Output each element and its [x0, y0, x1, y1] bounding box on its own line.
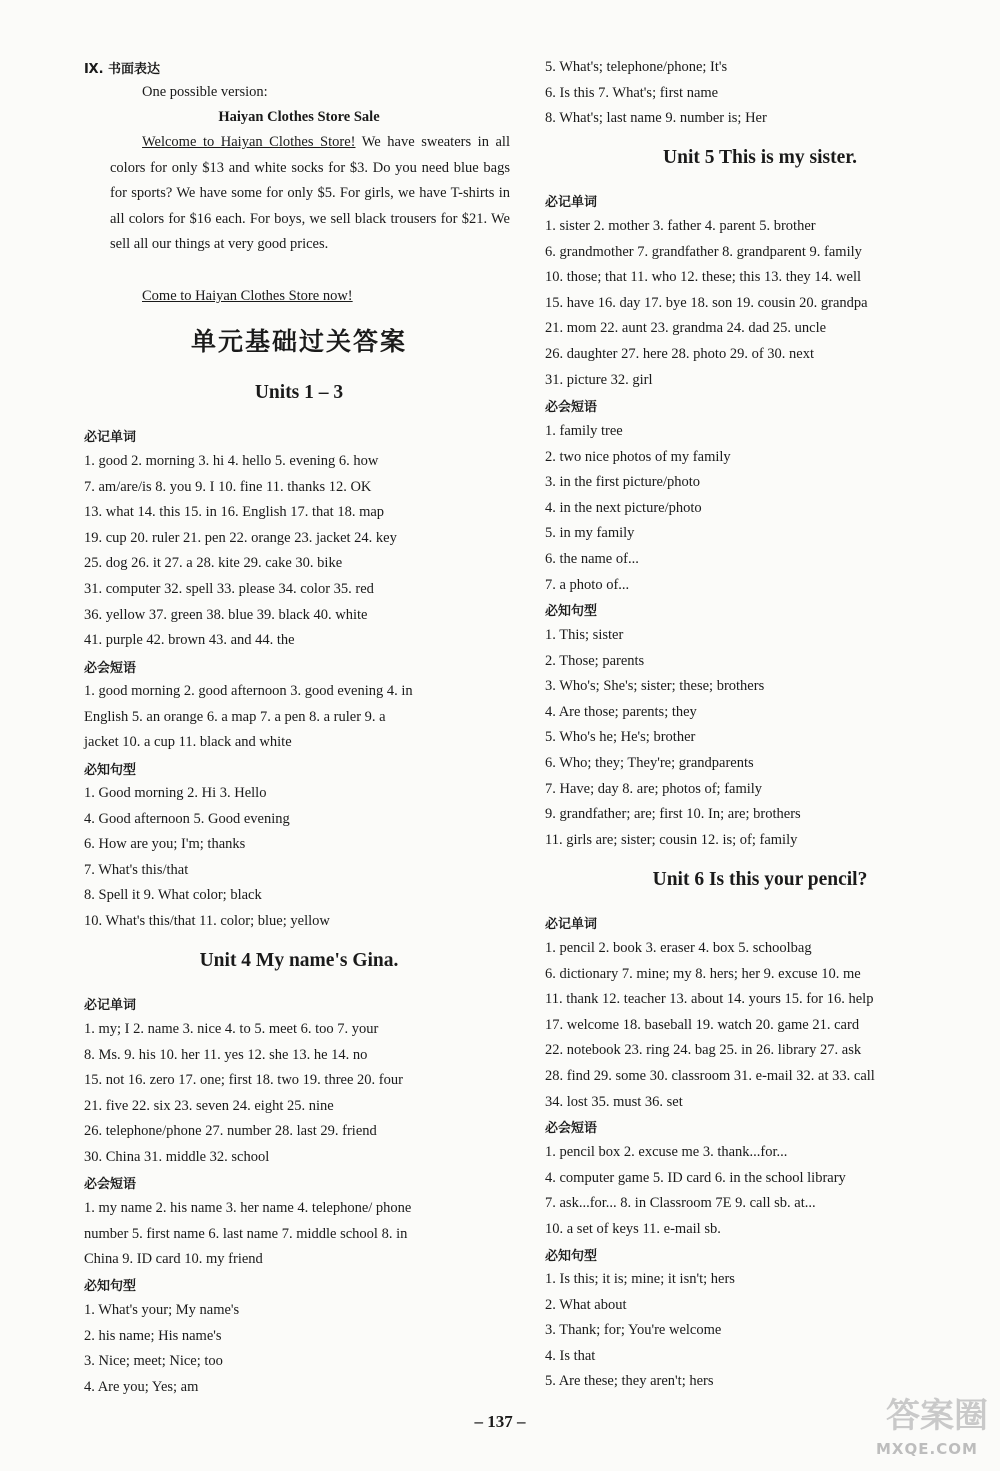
answer-line: 25. dog 26. it 27. a 28. kite 29. cake 30. bike	[84, 555, 343, 572]
answer-line: 21. mom 22. aunt 23. grandma 24. dad 25. uncle	[545, 320, 827, 337]
answer-line: 4. in the next picture/photo	[545, 499, 702, 516]
essay-closing: Come to Haiyan Clothes Store now!	[142, 288, 353, 304]
answer-line: 15. have 16. day 17. bye 18. son 19. cousin 20. grandpa	[545, 294, 868, 311]
answer-line: 19. cup 20. ruler 21. pen 22. orange 23. jacket 24. key	[84, 529, 397, 546]
answer-line: 1. good 2. morning 3. hi 4. hello 5. evening 6. how	[84, 453, 379, 469]
section-label: 必知句型	[84, 763, 137, 778]
answer-line: 13. what 14. this 15. in 16. English 17. that 18. map	[84, 504, 385, 521]
answer-line: 6. Is this 7. What's; first name	[545, 84, 719, 101]
possible-version-label: One possible version:	[142, 84, 268, 100]
answer-line: 4. Is that	[545, 1347, 596, 1364]
answer-line: 21. five 22. six 23. seven 24. eight 25. nine	[84, 1097, 334, 1114]
answer-line: 1. What's your; My name's	[84, 1302, 240, 1318]
answer-line: 36. yellow 37. green 38. blue 39. black 40. white	[84, 606, 368, 623]
site-watermark-logo	[876, 1388, 996, 1468]
essay-paragraph	[110, 130, 510, 258]
unit-title: Units 1 – 3	[254, 382, 344, 403]
answer-line: 1. pencil 2. book 3. eraser 4. box 5. schoolbag	[545, 940, 812, 956]
answer-line: 8. Ms. 9. his 10. her 11. yes 12. she 13. he 14. no	[84, 1046, 368, 1063]
answer-line: 6. How are you; I'm; thanks	[84, 836, 246, 853]
answer-line: 1. sister 2. mother 3. father 4. parent 5. brother	[545, 218, 816, 234]
answer-line: 6. dictionary 7. mine; my 8. hers; her 9. excuse 10. me	[545, 965, 861, 982]
writing-heading: Ⅸ. 书面表达	[84, 62, 161, 77]
essay-title: Haiyan Clothes Store Sale	[218, 109, 380, 125]
answer-line: 7. Have; day 8. are; photos of; family	[545, 780, 763, 797]
answer-line: 28. find 29. some 30. classroom 31. e-mail 32. at 33. call	[545, 1068, 875, 1084]
section-main-title: 单元基础过关答案	[190, 327, 407, 356]
answer-line: 1. Is this; it is; mine; it isn't; hers	[545, 1271, 735, 1287]
answer-line: 4. Are you; Yes; am	[84, 1378, 199, 1395]
answer-line: 5. Who's he; He's; brother	[545, 729, 696, 746]
answer-line: 6. the name of...	[545, 551, 639, 567]
section-label: 必会短语	[84, 1177, 137, 1192]
answer-line: English 5. an orange 6. a map 7. a pen 8. a ruler 9. a	[84, 708, 386, 725]
answer-line: 5. Are these; they aren't; hers	[545, 1373, 714, 1390]
answer-line: jacket 10. a cup 11. black and white	[84, 734, 292, 751]
unit-title: Unit 6 Is this your pencil?	[652, 869, 868, 890]
answer-line: 31. computer 32. spell 33. please 34. color 35. red	[84, 581, 374, 597]
section-label: 必知句型	[545, 604, 598, 619]
answer-line: 26. daughter 27. here 28. photo 29. of 30. next	[545, 346, 815, 362]
section-label: 必记单词	[545, 195, 598, 210]
answer-line: 1. pencil box 2. excuse me 3. thank...for...	[545, 1144, 788, 1160]
section-label: 必记单词	[545, 917, 598, 932]
answer-line: 5. What's; telephone/phone; It's	[545, 59, 728, 75]
section-label: 必会短语	[84, 661, 137, 676]
watermark-logo-text: 答案圈	[886, 1396, 988, 1436]
section-label: 必记单词	[84, 430, 137, 445]
answer-line: 6. Who; they; They're; grandparents	[545, 755, 754, 771]
watermark-url-text: MXQE.COM	[876, 1440, 978, 1458]
answer-line: 41. purple 42. brown 43. and 44. the	[84, 632, 295, 649]
section-label: 必记单词	[84, 998, 137, 1013]
answer-line: 2. Those; parents	[545, 652, 645, 669]
answer-line: 4. Good afternoon 5. Good evening	[84, 810, 290, 827]
answer-line: 31. picture 32. girl	[545, 371, 653, 388]
answer-line: 8. What's; last name 9. number is; Her	[545, 110, 767, 127]
answer-line: 3. Who's; She's; sister; these; brothers	[545, 678, 765, 695]
answer-line: 3. in the first picture/photo	[545, 474, 701, 491]
answer-line: 1. my name 2. his name 3. her name 4. telephone/ phone	[84, 1200, 412, 1216]
answer-line: 10. a set of keys 11. e-mail sb.	[545, 1220, 721, 1237]
unit-title: Unit 5 This is my sister.	[663, 147, 857, 168]
answer-line: 7. am/are/is 8. you 9. I 10. fine 11. thanks 12. OK	[84, 478, 372, 495]
section-label: 必会短语	[545, 400, 598, 415]
answer-line: 11. thank 12. teacher 13. about 14. yours 15. for 16. help	[545, 991, 874, 1008]
answer-line: 2. his name; His name's	[84, 1327, 222, 1344]
essay-lead-sentence: Welcome to Haiyan Clothes Store!	[142, 134, 356, 150]
section-label: 必知句型	[84, 1279, 137, 1294]
answer-line: 22. notebook 23. ring 24. bag 25. in 26. library 27. ask	[545, 1042, 862, 1059]
answer-line: 2. two nice photos of my family	[545, 448, 731, 465]
answer-line: number 5. first name 6. last name 7. middle school 8. in	[84, 1225, 408, 1242]
answer-line: 1. This; sister	[545, 627, 624, 643]
essay-body: We have sweaters in all colors for only $13 and white socks for $3. Do you need blue bags for sports? We have some for only $5. For girls, we have T-shirts in all colors for $16 each. For boys, we sell black trousers for $21. We sell all our things at very good prices.	[110, 134, 510, 253]
answer-line: China 9. ID card 10. my friend	[84, 1251, 263, 1268]
answer-line: 8. Spell it 9. What color; black	[84, 887, 262, 904]
answer-line: 17. welcome 18. baseball 19. watch 20. game 21. card	[545, 1016, 860, 1033]
section-label: 必知句型	[545, 1249, 598, 1264]
answer-line: 6. grandmother 7. grandfather 8. grandparent 9. family	[545, 243, 862, 260]
answer-line: 1. good morning 2. good afternoon 3. good evening 4. in	[84, 683, 413, 699]
answer-line: 34. lost 35. must 36. set	[545, 1093, 683, 1110]
answer-line: 26. telephone/phone 27. number 28. last 29. friend	[84, 1123, 377, 1140]
answer-line: 15. not 16. zero 17. one; first 18. two 19. three 20. four	[84, 1072, 403, 1089]
unit-title: Unit 4 My name's Gina.	[199, 950, 399, 971]
answer-line: 3. Thank; for; You're welcome	[545, 1322, 722, 1339]
answer-line: 7. What's this/that	[84, 861, 189, 878]
answer-line: 1. family tree	[545, 423, 623, 439]
answer-line: 4. Are those; parents; they	[545, 703, 697, 720]
answer-line: 10. those; that 11. who 12. these; this 13. they 14. well	[545, 269, 862, 286]
answer-line: 7. ask...for... 8. in Classroom 7E 9. call sb. at...	[545, 1195, 816, 1212]
answer-line: 9. grandfather; are; first 10. In; are; brothers	[545, 806, 801, 823]
answer-line: 2. What about	[545, 1296, 627, 1313]
answer-line: 3. Nice; meet; Nice; too	[84, 1353, 223, 1370]
answer-line: 10. What's this/that 11. color; blue; yellow	[84, 913, 330, 929]
answer-line: 11. girls are; sister; cousin 12. is; of; family	[545, 831, 798, 848]
answer-line: 7. a photo of...	[545, 576, 630, 593]
answer-line: 1. Good morning 2. Hi 3. Hello	[84, 785, 267, 801]
answer-line: 5. in my family	[545, 525, 635, 542]
section-label: 必会短语	[545, 1121, 598, 1136]
answer-line: 30. China 31. middle 32. school	[84, 1149, 270, 1165]
page-number: – 137 –	[474, 1412, 526, 1431]
answer-line: 1. my; I 2. name 3. nice 4. to 5. meet 6. too 7. your	[84, 1021, 379, 1037]
answer-line: 4. computer game 5. ID card 6. in the school library	[545, 1169, 846, 1186]
